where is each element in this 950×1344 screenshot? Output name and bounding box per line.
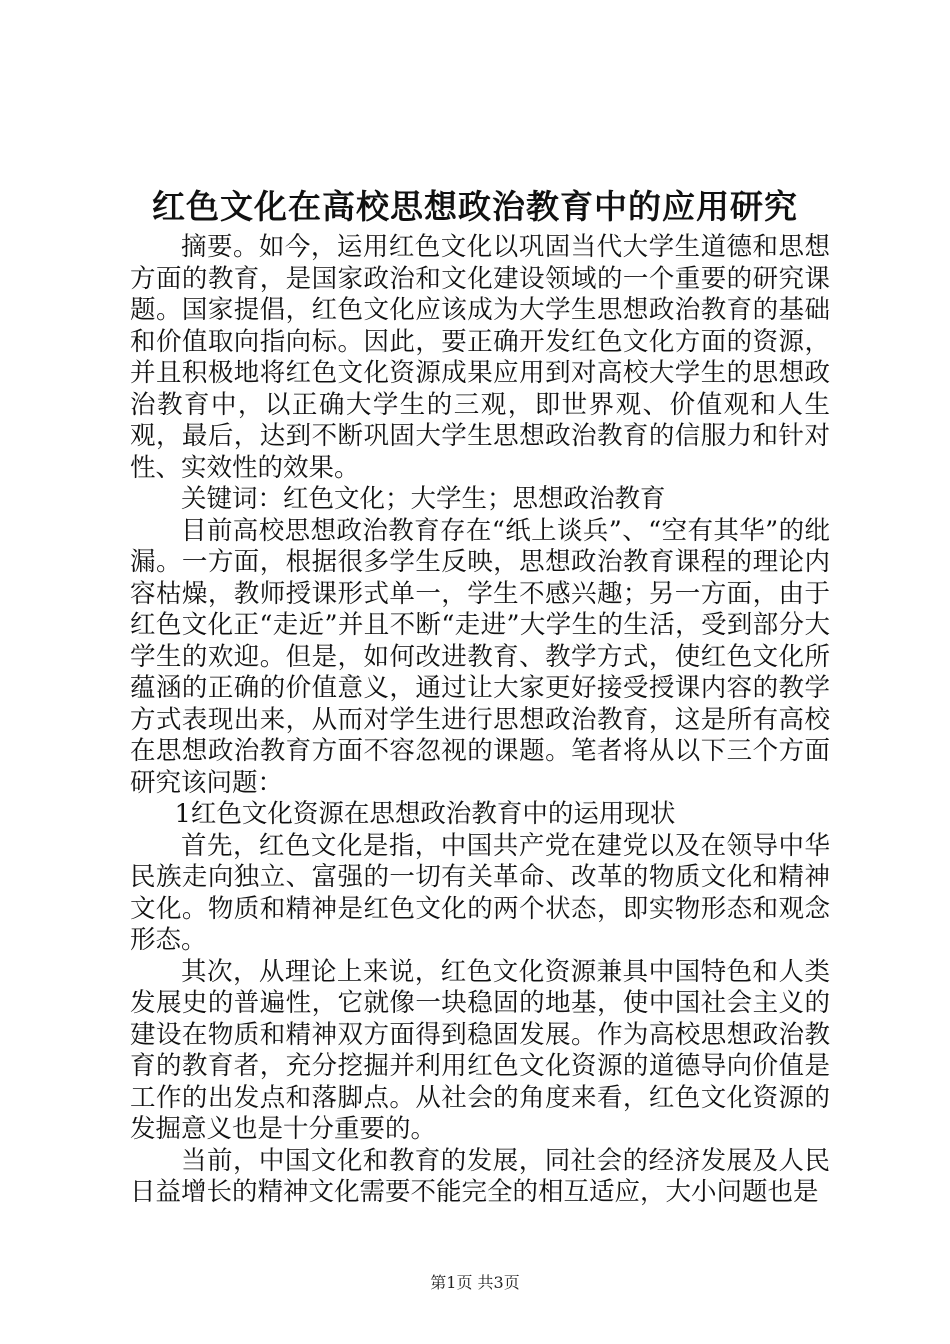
- body-paragraph: 首先，红色文化是指，中国共产党在建党以及在领导中华民族走向独立、富强的一切有关革命、改革的物质文化和精神文化。物质和精神是红色文化的两个状态，即实物形态和观念形态。: [130, 830, 830, 955]
- body-paragraph: 其次，从理论上来说，红色文化资源兼具中国特色和人类发展史的普遍性，它就像一块稳固的地基，使中国社会主义的建设在物质和精神双方面得到稳固发展。作为高校思想政治教育的教育者，充分挖掘并利用红色文化资源的道德导向价值是工作的出发点和落脚点。从社会的角度来看，红色文化资源的发掘意义也是十分重要的。: [130, 956, 830, 1144]
- document-body: [130, 232, 830, 1209]
- intro-paragraph: 目前高校思想政治教育存在“纸上谈兵”、“空有其华”的纰漏。一方面，根据很多学生反映，思想政治教育课程的理论内容枯燥，教师授课形式单一，学生不感兴趣；另一方面，由于红色文化正“走近”并且不断“走进”大学生的生活，受到部分大学生的欢迎。但是，如何改进教育、教学方式，使红色文化所蕴涵的正确的价值意义，通过让大家更好接受授课内容的教学方式表现出来，从而对学生进行思想政治教育，这是所有高校在思想政治教育方面不容忽视的课题。笔者将从以下三个方面研究该问题：: [130, 515, 830, 798]
- abstract-paragraph: 摘要。如今，运用红色文化以巩固当代大学生道德和思想方面的教育，是国家政治和文化建设领域的一个重要的研究课题。国家提倡，红色文化应该成为大学生思想政治教育的基础和价值取向指向标。因此，要正确开发红色文化方面的资源，并且积极地将红色文化资源成果应用到对高校大学生的思想政治教育中，以正确大学生的三观，即世界观、价值观和人生观，最后，达到不断巩固大学生思想政治教育的信服力和针对性、实效性的效果。: [130, 232, 830, 483]
- keywords-line: 关键词：红色文化；大学生；思想政治教育: [181, 484, 666, 514]
- body-paragraph: 当前，中国文化和教育的发展，同社会的经济发展及人民日益增长的精神文化需要不能完全的相互适应，大小问题也是: [130, 1145, 830, 1207]
- section-heading-1: 1红色文化资源在思想政治教育中的运用现状: [174, 799, 676, 829]
- page-footer: 第1页 共3页: [430, 1273, 520, 1292]
- document-title: 红色文化在高校思想政治教育中的应用研究: [152, 187, 798, 226]
